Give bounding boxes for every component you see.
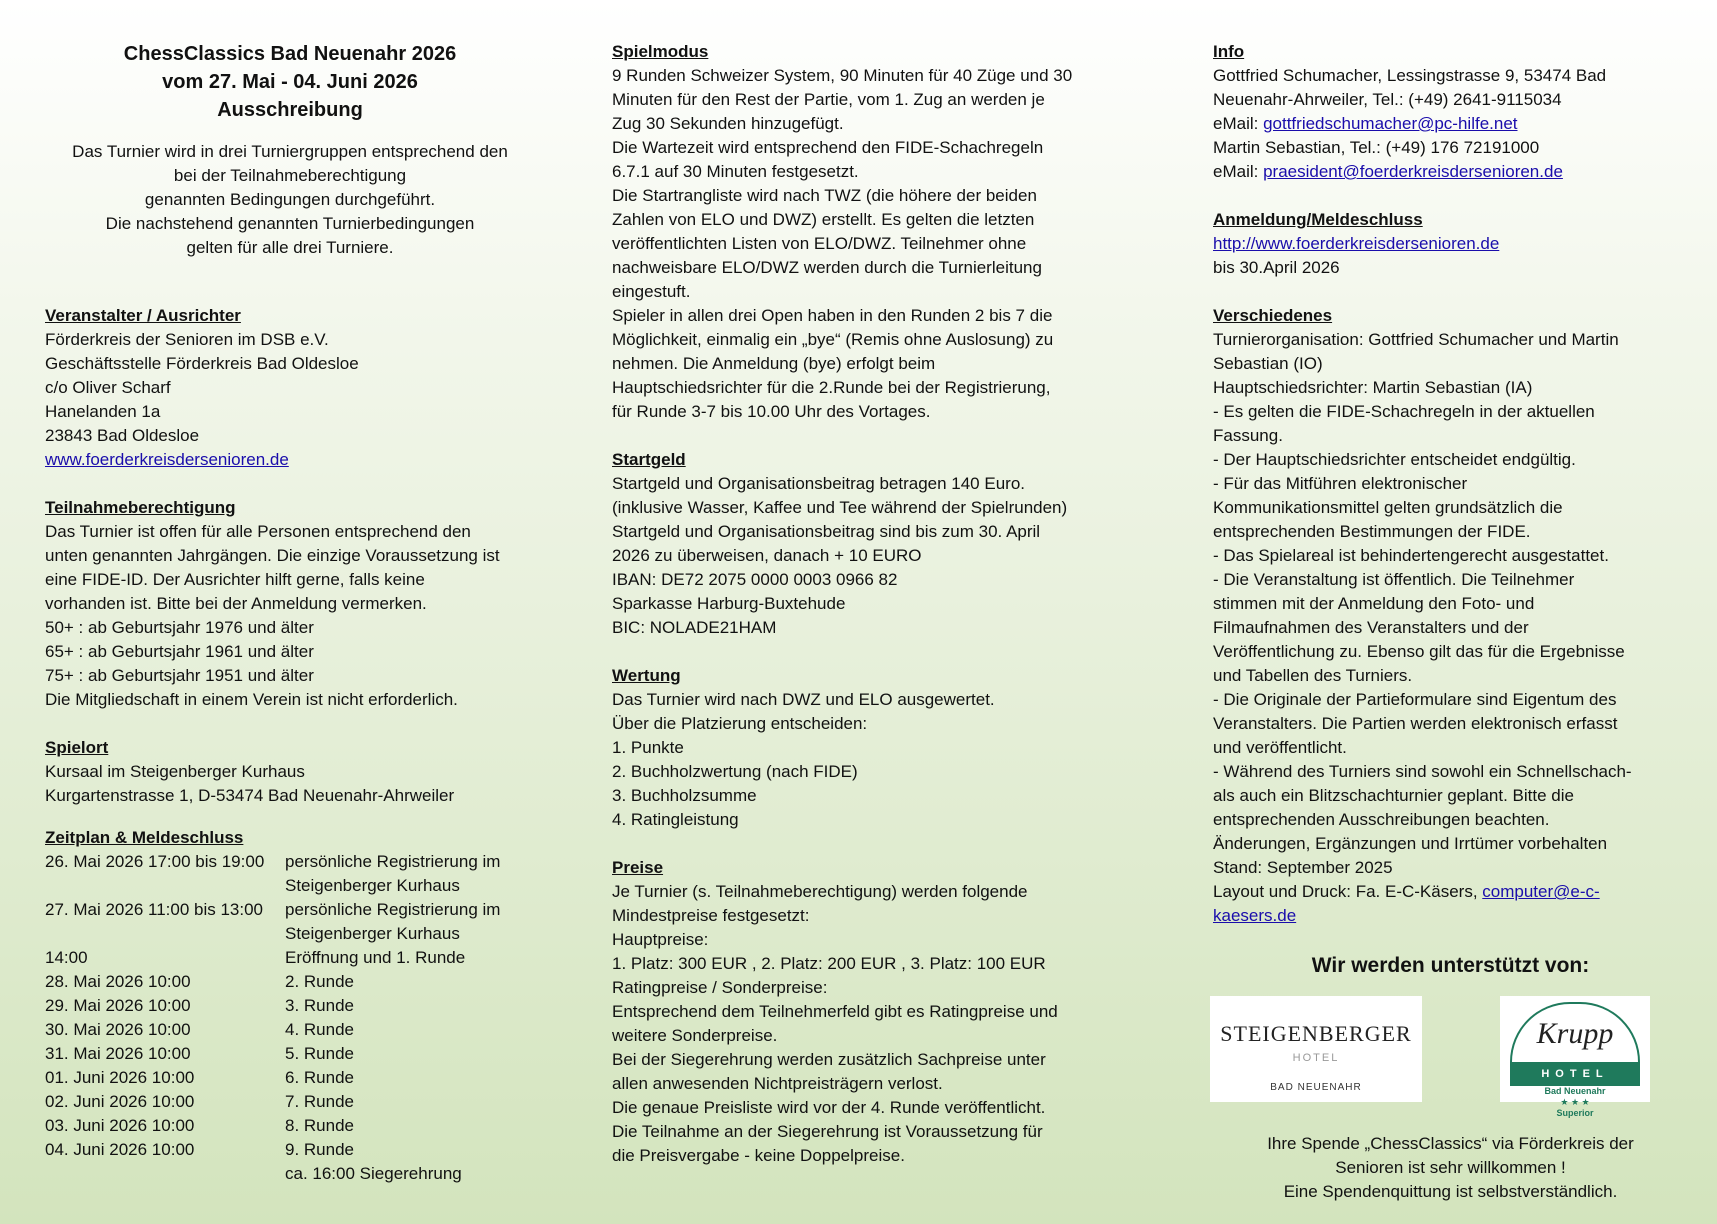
- text-line: Über die Platzierung entscheiden:: [612, 714, 868, 733]
- schedule-event: 3. Runde: [285, 996, 354, 1015]
- logo-text: Krupp: [1510, 1002, 1640, 1062]
- text-line: Je Turnier (s. Teilnahmeberechtigung) werden folgende: [612, 882, 1028, 901]
- text-line: Filmaufnahmen des Veranstalters und der: [1213, 618, 1529, 637]
- text-line: Minuten für den Rest der Partie, vom 1. Zug an werden je: [612, 90, 1045, 109]
- text-line: Sebastian (IO): [1213, 354, 1323, 373]
- text-line: Eine Spendenquittung ist selbstverständlich.: [1283, 1182, 1618, 1201]
- text-line: Änderungen, Ergänzungen und Irrtümer vorbehalten: [1213, 834, 1608, 853]
- schedule-date: 28. Mai 2026 10:00: [45, 972, 191, 991]
- schedule-date: [45, 874, 285, 898]
- anmeldung-link[interactable]: http://www.foerderkreisdersenioren.de: [1213, 234, 1500, 253]
- section-spielmodus: [612, 40, 1107, 424]
- section-veranstalter: [45, 304, 535, 472]
- text-line: Bei der Siegerehrung werden zusätzlich Sachpreise unter: [612, 1050, 1046, 1069]
- text-line: eine FIDE-ID. Der Ausrichter hilft gerne, falls keine: [45, 570, 425, 589]
- iban-line: IBAN: DE72 2075 0000 0003 0966 82: [612, 570, 898, 589]
- text-line: 6.7.1 auf 30 Minuten festgesetzt.: [612, 162, 859, 181]
- heading-anmeldung: Anmeldung/Meldeschluss: [1213, 210, 1423, 229]
- text-line: Zahlen von ELO und DWZ) erstellt. Es gelten die letzten: [612, 210, 1035, 229]
- text-line: entsprechenden Ausschreibungen beachten.: [1213, 810, 1550, 829]
- text-line: die Preisvergabe - keine Doppelpreise.: [612, 1146, 905, 1165]
- schedule-table: [45, 850, 535, 1186]
- text-line: 75+ : ab Geburtsjahr 1951 und älter: [45, 666, 314, 685]
- schedule-event: 6. Runde: [285, 1068, 354, 1087]
- column-middle: [612, 40, 1107, 1168]
- text-line: Gottfried Schumacher, Lessingstrasse 9, 53474 Bad: [1213, 66, 1607, 85]
- donation-note: [1213, 1132, 1688, 1204]
- text-line: 1. Punkte: [612, 738, 684, 757]
- text-line: - Die Veranstaltung ist öffentlich. Die Teilnehmer: [1213, 570, 1575, 589]
- text-line: - Für das Mitführen elektronischer: [1213, 474, 1468, 493]
- text-line: Die Startrangliste wird nach TWZ (die höhere der beiden: [612, 186, 1037, 205]
- logo-text: HOTEL: [1292, 1052, 1340, 1064]
- intro-line: bei der Teilnahmeberechtigung: [173, 166, 407, 185]
- intro-text: [45, 140, 535, 260]
- intro-line: Die nachstehend genannten Turnierbedingungen: [105, 214, 475, 233]
- text-line: entsprechenden Bestimmungen der FIDE.: [1213, 522, 1531, 541]
- text-line: Fassung.: [1213, 426, 1283, 445]
- text-line: und veröffentlicht.: [1213, 738, 1347, 757]
- schedule-date: [45, 922, 285, 946]
- email-label: eMail:: [1213, 114, 1264, 133]
- schedule-date: 30. Mai 2026 10:00: [45, 1020, 191, 1039]
- intro-line: gelten für alle drei Turniere.: [186, 238, 394, 257]
- schedule-event: ca. 16:00 Siegerehrung: [285, 1164, 462, 1183]
- heading-spielmodus: Spielmodus: [612, 42, 709, 61]
- schedule-date: 29. Mai 2026 10:00: [45, 996, 191, 1015]
- text-line: Hauptschiedsrichter: Martin Sebastian (IA): [1213, 378, 1533, 397]
- layout-credit: [1213, 880, 1688, 904]
- schedule-event: persönliche Registrierung im: [285, 852, 501, 871]
- layout-email-link[interactable]: computer@e-c-: [1482, 882, 1600, 901]
- text-line: Die Wartezeit wird entsprechend den FIDE-Schachregeln: [612, 138, 1044, 157]
- text-line: Kurgartenstrasse 1, D-53474 Bad Neuenahr-Ahrweiler: [45, 786, 455, 805]
- text-line: 2026 zu überweisen, danach + 10 EURO: [612, 546, 922, 565]
- text-line: - Während des Turniers sind sowohl ein Schnellschach-: [1213, 762, 1632, 781]
- text-line: Martin Sebastian, Tel.: (+49) 176 72191000: [1213, 138, 1540, 157]
- sponsors-title: Wir werden unterstützt von:: [1311, 954, 1590, 977]
- text-line: Neuenahr-Ahrweiler, Tel.: (+49) 2641-9115034: [1213, 90, 1562, 109]
- heading-preise: Preise: [612, 858, 664, 877]
- text-line: Zug 30 Sekunden hinzugefügt.: [612, 114, 844, 133]
- text-line: Kursaal im Steigenberger Kurhaus: [45, 762, 305, 781]
- schedule-date: 31. Mai 2026 10:00: [45, 1044, 191, 1063]
- schedule-event: Eröffnung und 1. Runde: [285, 948, 466, 967]
- section-spielort: [45, 736, 535, 808]
- email-link-schumacher[interactable]: gottfriedschumacher@pc-hilfe.net: [1263, 114, 1518, 133]
- heading-verschiedenes: Verschiedenes: [1213, 306, 1333, 325]
- heading-info: Info: [1213, 42, 1245, 61]
- logo-text: Superior: [1556, 1108, 1594, 1118]
- layout-email-link-cont[interactable]: kaesers.de: [1213, 906, 1297, 925]
- schedule-date: 26. Mai 2026 17:00 bis 19:00: [45, 852, 265, 871]
- section-wertung: [612, 664, 1107, 832]
- email-label: eMail:: [1213, 162, 1264, 181]
- logo-text: Bad Neuenahr: [1544, 1086, 1606, 1096]
- heading-wertung: Wertung: [612, 666, 681, 685]
- text-line: Das Turnier wird nach DWZ und ELO ausgewertet.: [612, 690, 995, 709]
- text-line: als auch ein Blitzschachturnier geplant. Bitte die: [1213, 786, 1574, 805]
- text-line: Turnierorganisation: Gottfried Schumacher und Martin: [1213, 330, 1619, 349]
- text-line: 2. Buchholzwertung (nach FIDE): [612, 762, 858, 781]
- text-line: - Der Hauptschiedsrichter entscheidet endgültig.: [1213, 450, 1576, 469]
- schedule-event: Steigenberger Kurhaus: [285, 876, 460, 895]
- text-line: - Es gelten die FIDE-Schachregeln in der aktuellen: [1213, 402, 1595, 421]
- text-line: 9 Runden Schweizer System, 90 Minuten für 40 Züge und 30: [612, 66, 1073, 85]
- text-line: - Das Spielareal ist behindertengerecht ausgestattet.: [1213, 546, 1609, 565]
- schedule-event: 5. Runde: [285, 1044, 354, 1063]
- logo-text: STEIGENBERGER: [1220, 1021, 1412, 1046]
- text-line: unten genannten Jahrgängen. Die einzige Voraussetzung ist: [45, 546, 500, 565]
- logo-text: BAD NEUENAHR: [1270, 1082, 1362, 1093]
- intro-line: Das Turnier wird in drei Turniergruppen entsprechend den: [72, 142, 508, 161]
- text-line: allen anwesenden Nichtpreisträgern verlost.: [612, 1074, 943, 1093]
- email-link-praesident[interactable]: praesident@foerderkreisdersenioren.de: [1263, 162, 1563, 181]
- bic-line: BIC: NOLADE21HAM: [612, 618, 777, 637]
- schedule-event: persönliche Registrierung im: [285, 900, 501, 919]
- text-line: Das Turnier ist offen für alle Personen entsprechend den: [45, 522, 471, 541]
- schedule-event: 9. Runde: [285, 1140, 354, 1159]
- text-line: weitere Sonderpreise.: [612, 1026, 778, 1045]
- schedule-event: 4. Runde: [285, 1020, 354, 1039]
- text-line: für Runde 3-7 bis 10.00 Uhr des Vortages.: [612, 402, 931, 421]
- column-left: [45, 40, 535, 1186]
- text-line: Kommunikationsmittel gelten grundsätzlich die: [1213, 498, 1563, 517]
- text-line: 3. Buchholzsumme: [612, 786, 757, 805]
- text-line: 4. Ratingleistung: [612, 810, 739, 829]
- text-line: Entsprechend dem Teilnehmerfeld gibt es Ratingpreise und: [612, 1002, 1058, 1021]
- text-line: 50+ : ab Geburtsjahr 1976 und älter: [45, 618, 314, 637]
- text-line: Startgeld und Organisationsbeitrag betragen 140 Euro.: [612, 474, 1025, 493]
- schedule-event: 8. Runde: [285, 1116, 354, 1135]
- schedule-date: 27. Mai 2026 11:00 bis 13:00: [45, 900, 264, 919]
- text-line: eingestuft.: [612, 282, 691, 301]
- section-preise: [612, 856, 1107, 1168]
- sponsor-logos: [1213, 996, 1688, 1118]
- schedule-date: [45, 1162, 285, 1186]
- page-title: [45, 40, 535, 124]
- heading-spielort: Spielort: [45, 738, 109, 757]
- schedule-date: 14:00: [45, 948, 88, 967]
- star-icon: ★ ★ ★: [1560, 1097, 1590, 1107]
- text-line: Förderkreis der Senioren im DSB e.V.: [45, 330, 329, 349]
- schedule-date: 04. Juni 2026 10:00: [45, 1140, 195, 1159]
- section-teilnahme: [45, 496, 535, 712]
- intro-line: genannten Bedingungen durchgeführt.: [144, 190, 436, 209]
- text-line: stimmen mit der Anmeldung den Foto- und: [1213, 594, 1535, 613]
- section-anmeldung: [1213, 208, 1688, 280]
- text-line: - Die Originale der Partieformulare sind Eigentum des: [1213, 690, 1617, 709]
- schedule-event: Steigenberger Kurhaus: [285, 924, 460, 943]
- steigenberger-logo: [1210, 996, 1422, 1102]
- schedule-event: 2. Runde: [285, 972, 354, 991]
- heading-zeitplan: Zeitplan & Meldeschluss: [45, 828, 244, 847]
- section-startgeld: [612, 448, 1107, 640]
- email-row: [1213, 160, 1688, 184]
- column-right: [1213, 40, 1688, 1204]
- section-verschiedenes: [1213, 304, 1688, 928]
- text-line: Die Mitgliedschaft in einem Verein ist nicht erforderlich.: [45, 690, 458, 709]
- text-line: Ratingpreise / Sonderpreise:: [612, 978, 828, 997]
- schedule-date: 01. Juni 2026 10:00: [45, 1068, 195, 1087]
- text-line: (inklusive Wasser, Kaffee und Tee während der Spielrunden): [612, 498, 1068, 517]
- text-line: Spieler in allen drei Open haben in den Runden 2 bis 7 die: [612, 306, 1053, 325]
- heading-startgeld: Startgeld: [612, 450, 686, 469]
- title-line-1: ChessClassics Bad Neuenahr 2026: [123, 43, 457, 65]
- title-line-2: vom 27. Mai - 04. Juni 2026: [162, 71, 418, 93]
- text-line: Startgeld und Organisationsbeitrag sind bis zum 30. April: [612, 522, 1041, 541]
- layout-label: Layout und Druck: Fa. E-C-Käsers,: [1213, 882, 1483, 901]
- veranstalter-website-link[interactable]: www.foerderkreisdersenioren.de: [45, 450, 289, 469]
- text-line: Die genaue Preisliste wird vor der 4. Runde veröffentlicht.: [612, 1098, 1046, 1117]
- text-line: Veröffentlichung zu. Ebenso gilt das für die Ergebnisse: [1213, 642, 1625, 661]
- text-line: Hauptschiedsrichter für die 2.Runde bei der Registrierung,: [612, 378, 1051, 397]
- email-row: [1213, 112, 1688, 136]
- heading-veranstalter: Veranstalter / Ausrichter: [45, 306, 241, 325]
- schedule-event: 7. Runde: [285, 1092, 354, 1111]
- heading-teilnahme: Teilnahmeberechtigung: [45, 498, 236, 517]
- title-line-3: Ausschreibung: [217, 99, 363, 121]
- text-line: 65+ : ab Geburtsjahr 1961 und älter: [45, 642, 314, 661]
- text-line: Senioren ist sehr willkommen !: [1335, 1158, 1566, 1177]
- text-line: Ihre Spende „ChessClassics“ via Förderkreis der: [1267, 1134, 1634, 1153]
- section-info: [1213, 40, 1688, 184]
- text-line: 23843 Bad Oldesloe: [45, 426, 200, 445]
- text-line: bis 30.April 2026: [1213, 258, 1340, 277]
- logo-text: HOTEL: [1510, 1062, 1640, 1086]
- krupp-hotel-logo: [1500, 996, 1650, 1118]
- text-line: Geschäftsstelle Förderkreis Bad Oldesloe: [45, 354, 359, 373]
- schedule-date: 02. Juni 2026 10:00: [45, 1092, 195, 1111]
- text-line: c/o Oliver Scharf: [45, 378, 171, 397]
- text-line: Mindestpreise festgesetzt:: [612, 906, 810, 925]
- text-line: nehmen. Die Anmeldung (bye) erfolgt beim: [612, 354, 936, 373]
- bank-line: Sparkasse Harburg-Buxtehude: [612, 594, 846, 613]
- section-zeitplan: [45, 826, 535, 1186]
- text-line: Veranstalters. Die Partien werden elektronisch erfasst: [1213, 714, 1618, 733]
- text-line: Möglichkeit, einmalig ein „bye“ (Remis ohne Auslosung) zu: [612, 330, 1054, 349]
- text-line: veröffentlichten Listen von ELO/DWZ. Teilnehmer ohne: [612, 234, 1027, 253]
- text-line: nachweisbare ELO/DWZ werden durch die Turnierleitung: [612, 258, 1042, 277]
- text-line: Hauptpreise:: [612, 930, 709, 949]
- text-line: und Tabellen des Turniers.: [1213, 666, 1413, 685]
- schedule-date: 03. Juni 2026 10:00: [45, 1116, 195, 1135]
- text-line: Hanelanden 1a: [45, 402, 161, 421]
- text-line: Stand: September 2025: [1213, 858, 1393, 877]
- text-line: 1. Platz: 300 EUR , 2. Platz: 200 EUR , 3. Platz: 100 EUR: [612, 954, 1046, 973]
- text-line: vorhanden ist. Bitte bei der Anmeldung vermerken.: [45, 594, 427, 613]
- text-line: Die Teilnahme an der Siegerehrung ist Voraussetzung für: [612, 1122, 1043, 1141]
